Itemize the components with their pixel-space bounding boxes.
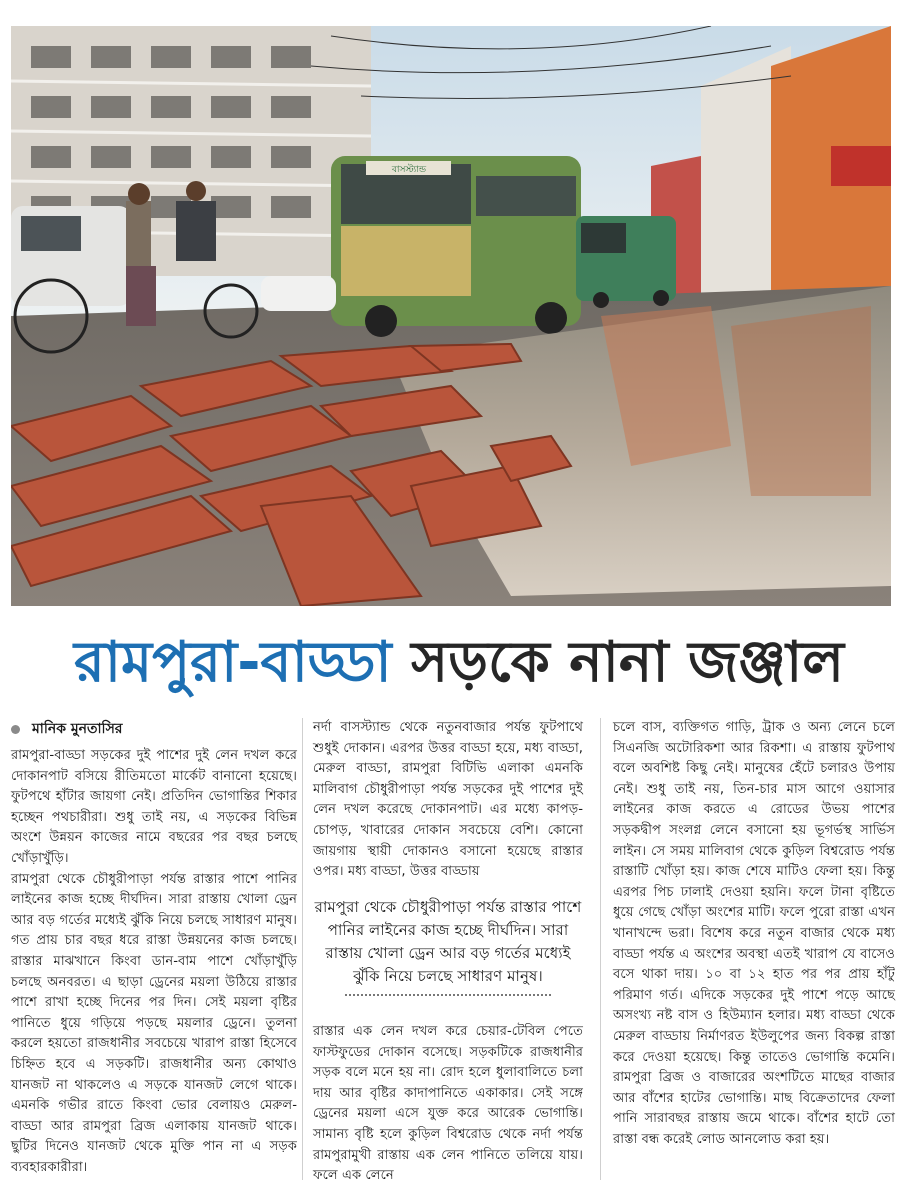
author-name: মানিক মুনতাসির xyxy=(32,720,123,737)
paragraph: নর্দা বাসস্ট্যান্ড থেকে নতুনবাজার পর্যন্ত ফুটপাথে শুধুই দোকান। এরপর উত্তর বাড্ডা হয়ে, মধ্য বাড্ডা, মেরুল বাড্ডা, রামপুরা বিটিভি এলাকা এমনকি মালিবাগ চৌধুরীপাড়া পর্যন্ত সড়কের দুই পাশের দুই লেন দখল করেছে দোকানপাট। এর মধ্যে কাপড়-চোপড়, খাবারের দোকান সবচেয়ে বেশি। কোনো জায়গায় স্থায়ী দোকানও বসানো হয়েছে রাস্তার ওপর। মধ্য বাড্ডা, উত্তর বাড্ডায় xyxy=(313,720,583,880)
svg-text:বাসস্ট্যান্ড: বাসস্ট্যান্ড xyxy=(391,165,427,175)
flooded-road-image xyxy=(11,26,891,606)
byline xyxy=(11,718,297,740)
paragraph: রামপুরা থেকে চৌধুরীপাড়া পর্যন্ত রাস্তার পাশে পানির লাইনের কাজ হচ্ছে দীর্ঘদিন। সারা রাস্তায় খোলা ড্রেন আর বড় গর্তের মধ্যেই ঝুঁকি নিয়ে চলছে সাধারণ মানুষ। গত প্রায় চার বছর ধরে রাস্তা উন্নয়নের কাজ চলছে। রাস্তার মাঝখানে কিংবা ডান-বাম পাশে খোঁড়াখুঁড়ি চলছে অনবরত। এ ছাড়া ড্রেনের ময়লা উঠিয়ে রাস্তার পাশে রাখা হচ্ছে দিনের পর দিন। সেই ময়লা বৃষ্টির পানিতে ধুয়ে গড়িয়ে পড়ছে ময়লার ড্রেনে। তুলনা করলে হয়তো রাজধানীর সবচেয়ে খারাপ রাস্তা হিসেবে চিহ্নিত হবে এ সড়কটি। রাজধানীর অন্য কোথাও যানজট না থাকলেও এ সড়কে যানজট লেগে থাকে। এমনকি গভীর রাতে কিংবা ভোর বেলায়ও মেরুল-বাড্ডা আর রামপুরা ব্রিজ এলাকায় যানজট থাকে। ছুটির দিনেও যানজট থেকে মুক্তি পান না এ সড়ক ব্যবহারকারীরা। xyxy=(11,871,297,1175)
bus-right xyxy=(576,216,676,308)
pull-quote: রামপুরা থেকে চৌধুরীপাড়া পর্যন্ত রাস্তার পাশে পানির লাইনের কাজ হচ্ছে দীর্ঘদিন। সারা রাস্তায় খোলা ড্রেন আর বড় গর্তের মধ্যেই ঝুঁকি নিয়ে চলছে সাধারণ মানুষ। xyxy=(314,898,582,985)
column-divider xyxy=(600,718,601,1180)
headline-rest: সড়কে নানা জঞ্জাল xyxy=(411,630,844,695)
paragraph: রামপুরা-বাড্ডা সড়কের দুই পাশের দুই লেন দখল করে দোকানপাট বসিয়ে রীতিমতো মার্কেট বানানো হয়েছে। ফুটপথে হাঁটার জায়গা নেই। প্রতিদিন ভোগান্তির শিকার হচ্ছেন পথচারীরা। শুধু তাই নয়, এ সড়কের বিভিন্ন অংশে উন্নয়ন কাজের নামে বছরের পর বছর চলছে খোঁড়াখুঁড়ি। xyxy=(11,748,297,866)
headline-place: রামপুরা-বাড্ডা xyxy=(74,630,392,695)
article-column-2-top xyxy=(313,718,583,883)
dotted-separator xyxy=(345,994,551,996)
article-column-1 xyxy=(11,718,297,1178)
paragraph: চলে বাস, ব্যক্তিগত গাড়ি, ট্রাক ও অন্য লেনে চলে সিএনজি অটোরিকশা আর রিকশা। এ রাস্তায় ফুটপাথ বলে অবশিষ্ট কিছু নেই। মানুষের হেঁটে চলারও উপায় নেই। শুধু তাই নয়, তিন-চার মাস আগে ওয়াসার লাইনের কাজ করতে এ রোডের উভয় পাশের সড়কদ্বীপ সংলগ্ন লেনে বসানো হয় ভূগর্ভস্থ সার্ভিস লাইন। সে সময় মালিবাগ থেকে কুড়িল বিশ্বরোড পর্যন্ত রাস্তাটি খোঁড়া হয়। কাজ শেষে মাটিও ফেলা হয়। কিন্তু এরপর পিচ ঢালাই দেওয়া হয়নি। ফলে টানা বৃষ্টিতে ধুয়ে গেছে খোঁড়া অংশের মাটি। ফলে পুরো রাস্তা এখন খানাখন্দে ভরা। বিশেষ করে নতুন বাজার থেকে মধ্য বাড্ডা পর্যন্ত এ অংশের অবস্থা এতই খারাপ যে বাসেও বসে থাকা দায়। ১০ বা ১২ হাত পর পর প্রায় হাঁটু পরিমাণ গর্ত। এদিকে সড়কের দুই পাশে পড়ে আছে অসংখ্য নষ্ট বাস ও হিউম্যান হলার। মধ্য বাড্ডা থেকে মেরুল বাড্ডায় নির্মাণরত ইউলুপের জন্য বিকল্প রাস্তা করে দেওয়া হয়েছে। কিন্তু তাতেও ভোগান্তি কমেনি। রামপুরা ব্রিজ ও বাজারের অংশটিতে মাছের বাজার আর বাঁশের হাটের ভোগান্তি। মাছ বিক্রেতাদের ফেলা পানি সারাবছর রাস্তায় জমে থাকে। বাঁশের হাটে তো রাস্তা বন্ধ করেই লোড আনলোড করা হয়। xyxy=(613,720,895,1147)
paragraph: রাস্তার এক লেন দখল করে চেয়ার-টেবিল পেতে ফাস্টফুডের দোকান বসেছে। সড়কটিকে রাজধানীর সড়ক বলে মনে হয় না। রোদ হলে ধুলাবালিতে চলা দায় আর বৃষ্টির কাদাপানিতে একাকার। সেই সঙ্গে ড্রেনের ময়লা এসে যুক্ত করে আরেক ভোগান্তি। সামান্য বৃষ্টি হলে কুড়িল বিশ্বরোড থেকে নর্দা পর্যন্ত রামপুরামুখী রাস্তায় এক লেন পানিতে তলিয়ে যায়। ফলে এক লেনে xyxy=(313,1024,583,1184)
headline xyxy=(0,628,918,698)
article-column-3 xyxy=(613,718,895,1150)
column-divider xyxy=(302,718,303,1180)
article-column-2-bottom xyxy=(313,1022,583,1187)
bus-left xyxy=(331,156,581,337)
street-photo xyxy=(11,26,891,606)
bullet-icon xyxy=(11,725,20,734)
